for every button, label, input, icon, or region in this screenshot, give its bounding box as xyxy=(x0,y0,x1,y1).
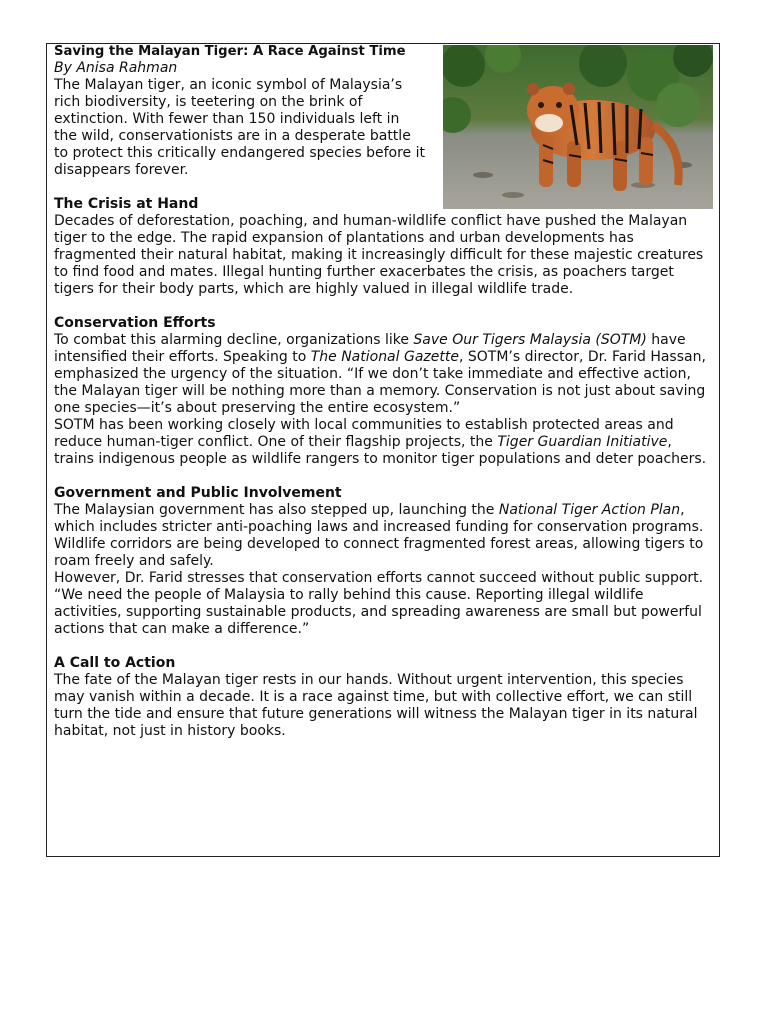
section-heading-government: Government and Public Involvement xyxy=(54,485,342,501)
text-run: SOTM has been working closely with local communities to establish protected areas and reduce human-tiger conflict. One of their flagship projects, the xyxy=(54,417,674,450)
article-title: Saving the Malayan Tiger: A Race Against Time xyxy=(54,44,406,59)
project-name: Tiger Guardian Initiative xyxy=(497,434,668,450)
text-run: , trains indigenous people as wildlife rangers to monitor tiger populations and deter poachers. xyxy=(54,434,707,467)
org-name: Save Our Tigers Malaysia (SOTM) xyxy=(413,332,647,348)
article-content xyxy=(54,44,710,740)
conservation-paragraph-2 xyxy=(54,417,710,468)
section-heading-conservation: Conservation Efforts xyxy=(54,315,216,331)
government-paragraph-2: However, Dr. Farid stresses that conservation efforts cannot succeed without public support. “We need the people of Malaysia to rally behind this cause. Reporting illegal wildlife activities, supporting sustainable products, and spreading awareness are small but powerful actions that can make a difference.” xyxy=(54,570,704,637)
article-frame xyxy=(46,43,720,857)
text-run: have intensified their efforts. Speaking to xyxy=(54,332,686,365)
text-run: The Malaysian government has also stepped up, launching the xyxy=(54,502,499,518)
call-to-action-paragraph: The fate of the Malayan tiger rests in our hands. Without urgent intervention, this species may vanish within a decade. It is a race against time, but with collective effort, we can still turn the tide and ensure that future generations will witness the Malayan tiger in its natural habitat, not just in history books. xyxy=(54,672,698,739)
text-run: To combat this alarming decline, organizations like xyxy=(54,332,414,348)
conservation-paragraph-1 xyxy=(54,332,710,417)
crisis-paragraph: Decades of deforestation, poaching, and human-wildlife conflict have pushed the Malayan tiger to the edge. The rapid expansion of plantations and urban developments has fragmented their natural habitat, making it increasingly difficult for these majestic creatures to find food and mates. Illegal hunting further exacerbates the crisis, as poachers target tigers for their body parts, which are highly valued in illegal wildlife trade. xyxy=(54,213,704,297)
byline: By Anisa Rahman xyxy=(54,60,178,76)
government-paragraph-1 xyxy=(54,502,710,570)
publication-name: The National Gazette xyxy=(310,349,459,365)
text-run: , SOTM’s director, Dr. Farid Hassan, emphasized the urgency of the situation. “If we don’t take immediate and effective action, the Malayan tiger will be nothing more than a memory. Conservation is not just about saving one species—it’s about preserving the entire ecosystem.” xyxy=(54,349,706,416)
text-run: , which includes stricter anti-poaching laws and increased funding for conservation programs. Wildlife corridors are being developed to connect fragmented forest areas, allowing tigers to roam freely and safely. xyxy=(54,502,704,569)
section-heading-crisis: The Crisis at Hand xyxy=(54,196,199,212)
plan-name: National Tiger Action Plan xyxy=(498,502,681,518)
section-heading-call-to-action: A Call to Action xyxy=(54,655,176,671)
intro-paragraph: The Malayan tiger, an iconic symbol of Malaysia’s rich biodiversity, is teetering on the brink of extinction. With fewer than 150 individuals left in the wild, conservationists are in a desperate battle to protect this critically endangered species before it disappears forever. xyxy=(54,77,425,178)
